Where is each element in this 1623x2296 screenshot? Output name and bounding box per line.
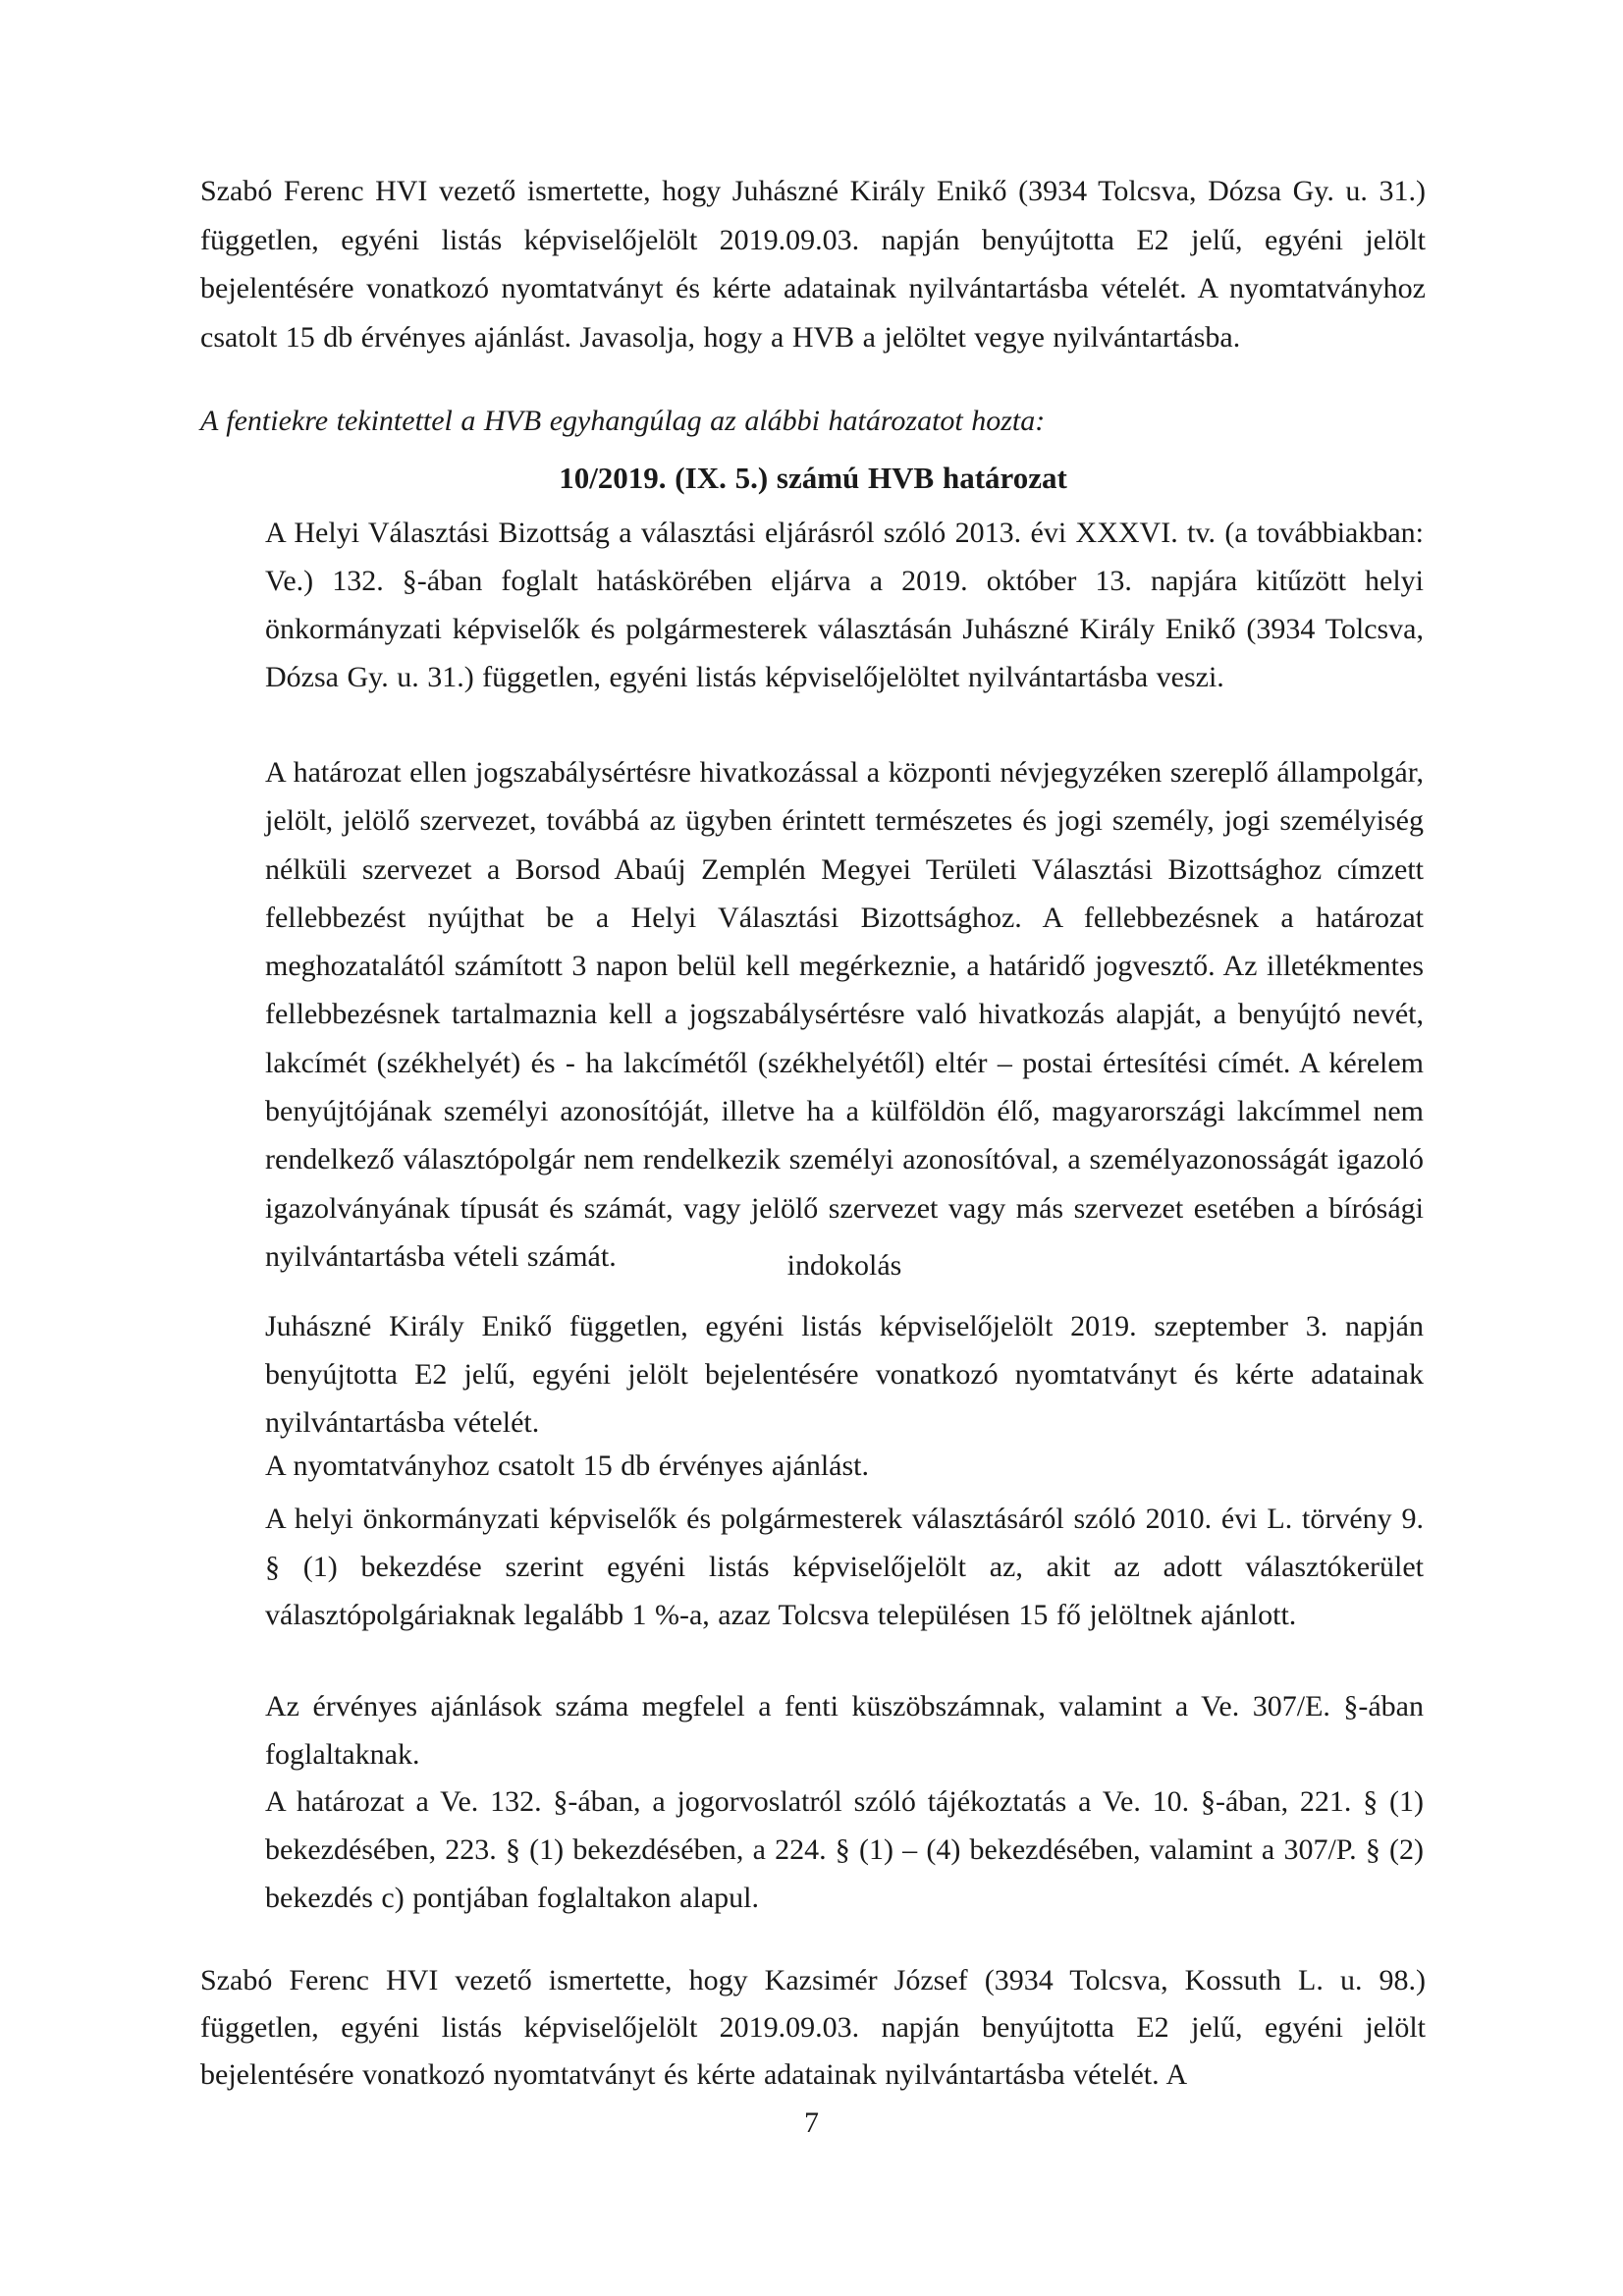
lead-line: A fentiekre tekintettel a HVB egyhangúlag az alábbi határozatot hozta:: [200, 405, 1046, 437]
decision-paragraph: A Helyi Választási Bizottság a választási eljárásról szóló 2013. évi XXXVI. tv. (a továbbiakban: Ve.) 132. §-ában foglalt hatáskörében eljárva a 2019. október 13. napjára kitűzött helyi önkormányzati képviselők és polgármesterek választásán Juhászné Király Enikő (3934 Tolcsva, Dózsa Gy. u. 31.) független, egyéni listás képviselőjelöltet nyilvántartásba veszi.: [265, 517, 1424, 693]
reasoning-heading: indokolás: [786, 1249, 902, 1282]
intro-paragraph: Szabó Ferenc HVI vezető ismertette, hogy Juhászné Király Enikő (3934 Tolcsva, Dózsa Gy. u. 31.) független, egyéni listás képviselőjelölt 2019.09.03. napján benyújtotta E2 jelű, egyéni jelölt bejelentésére vonatkozó nyomtatványt és kérte adatainak nyilvántartásba vételét. A nyomtatványhoz csatolt 15 db érvényes ajánlást. Javasolja, hogy a HVB a jelöltet vegye nyilvántartásba.: [200, 175, 1426, 354]
reasoning-paragraph-4: Az érvényes ajánlások száma megfelel a fenti küszöbszámnak, valamint a Ve. 307/E. §-ában foglaltaknak.: [265, 1690, 1424, 1771]
reasoning-paragraph-2: A nyomtatványhoz csatolt 15 db érvényes ajánlást.: [265, 1449, 870, 1482]
reasoning-paragraph-3: A helyi önkormányzati képviselők és polgármesterek választásáról szóló 2010. évi L. törvény 9. § (1) bekezdése szerint egyéni listás képviselőjelölt az, akit az adott választókerület választópolgáriaknak legalább 1 %-a, azaz Tolcsva településen 15 fő jelöltnek ajánlott.: [265, 1503, 1424, 1631]
resolution-title: 10/2019. (IX. 5.) számú HVB határozat: [559, 461, 1067, 495]
reasoning-paragraph-5: A határozat a Ve. 132. §-ában, a jogorvoslatról szóló tájékoztatás a Ve. 10. §-ában, 221. § (1) bekezdésében, 223. § (1) bekezdésében, a 224. § (1) – (4) bekezdésében, valamint a 307/P. § (2) bekezdés c) pontjában foglaltakon alapul.: [265, 1785, 1424, 1914]
appeal-paragraph: A határozat ellen jogszabálysértésre hivatkozással a központi névjegyzéken szereplő állampolgár, jelölt, jelölő szervezet, továbbá az ügyben érintett természetes és jogi személy, jogi személyiség nélküli szervezet a Borsod Abaúj Zemplén Megyei Területi Választási Bizottsághoz címzett fellebbezést nyújthat be a Helyi Választási Bizottsághoz. A fellebbezésnek a határozat meghozatalától számított 3 napon belül kell megérkeznie, a határidő jogvesztő. Az illetékmentes fellebbezésnek tartalmaznia kell a jogszabálysértésre való hivatkozás alapját, a benyújtó nevét, lakcímét (székhelyét) és - ha lakcímétől (székhelyétől) eltér – postai értesítési címét. A kérelem benyújtójának személyi azonosítóját, illetve ha a külföldön élő, magyarországi lakcímmel nem rendelkező választópolgár nem rendelkezik személyi azonosítóval, a személyazonosságát igazoló igazolványának típusát és számát, vagy jelölő szervezet vagy más szervezet esetében a bírósági nyilvántartásba vételi számát.: [265, 756, 1424, 1273]
page-number: 7: [804, 2106, 819, 2139]
reasoning-paragraph-1: Juhászné Király Enikő független, egyéni listás képviselőjelölt 2019. szeptember 3. napján benyújtotta E2 jelű, egyéni jelölt bejelentésére vonatkozó nyomtatványt és kérte adatainak nyilvántartásba vételét.: [265, 1310, 1424, 1439]
second-intro-paragraph: Szabó Ferenc HVI vezető ismertette, hogy Kazsimér József (3934 Tolcsva, Kossuth L. u. 98.) független, egyéni listás képviselőjelölt 2019.09.03. napján benyújtotta E2 jelű, egyéni jelölt bejelentésére vonatkozó nyomtatványt és kérte adatainak nyilvántartásba vételét. A: [200, 1964, 1426, 2091]
